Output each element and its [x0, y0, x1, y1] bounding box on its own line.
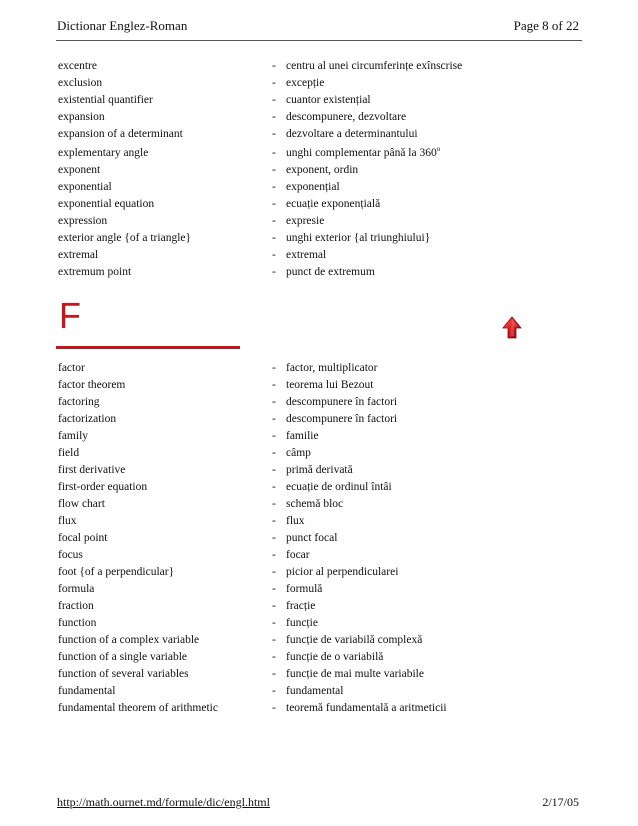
separator-dash: -	[272, 94, 276, 106]
romanian-translation	[286, 445, 311, 462]
english-term: first derivative	[58, 464, 126, 476]
entry-row	[58, 230, 578, 247]
section-underline	[56, 346, 240, 349]
english-term: first-order equation	[58, 481, 148, 493]
translation-text: descompunere, dezvoltare	[286, 111, 407, 123]
english-term: exclusion	[58, 77, 103, 89]
entry-row	[58, 598, 578, 615]
romanian-translation	[286, 126, 418, 143]
entry-row	[58, 632, 578, 649]
romanian-translation	[286, 75, 324, 92]
romanian-translation	[286, 581, 322, 598]
document-title: Dictionar Englez-Roman	[57, 18, 188, 33]
translation-text: factor, multiplicator	[286, 362, 378, 374]
romanian-translation	[286, 143, 440, 164]
separator-dash: -	[272, 181, 276, 193]
translation-text: funcție de mai multe variabile	[286, 668, 424, 680]
translation-text: fundamental	[286, 685, 344, 697]
english-term: focus	[58, 549, 83, 561]
entry-row	[58, 428, 578, 445]
english-term: function of a single variable	[58, 651, 188, 663]
separator-dash: -	[272, 566, 276, 578]
english-term: fundamental theorem of arithmetic	[58, 702, 218, 714]
separator-dash: -	[272, 498, 276, 510]
romanian-translation	[286, 247, 326, 264]
translation-text: exponent, ordin	[286, 164, 359, 176]
separator-dash: -	[272, 583, 276, 595]
translation-text: centru al unei circumferințe exînscrise	[286, 60, 463, 72]
entry-row	[58, 411, 578, 428]
romanian-translation	[286, 547, 310, 564]
separator-dash: -	[272, 198, 276, 210]
translation-text: extremal	[286, 249, 327, 261]
english-term: factoring	[58, 396, 100, 408]
up-arrow-graphic	[502, 316, 522, 340]
english-term: expansion	[58, 111, 105, 123]
english-term: excentre	[58, 60, 97, 72]
translation-text: descompunere în factori	[286, 396, 398, 408]
separator-dash: -	[272, 600, 276, 612]
romanian-translation	[286, 615, 318, 632]
entry-row	[58, 264, 578, 281]
entry-row	[58, 109, 578, 126]
entry-row	[58, 530, 578, 547]
entry-row	[58, 75, 578, 92]
section-letter-f: F	[59, 295, 81, 336]
english-term: focal point	[58, 532, 108, 544]
separator-dash: -	[272, 249, 276, 261]
entry-row	[58, 513, 578, 530]
entry-row	[58, 462, 578, 479]
separator-dash: -	[272, 413, 276, 425]
entry-row	[58, 394, 578, 411]
romanian-translation	[286, 179, 340, 196]
english-term: exponent	[58, 164, 101, 176]
separator-dash: -	[272, 77, 276, 89]
entry-row	[58, 143, 578, 162]
separator-dash: -	[272, 164, 276, 176]
entry-row	[58, 496, 578, 513]
romanian-translation	[286, 700, 447, 717]
english-term: function of several variables	[58, 668, 189, 680]
entry-row	[58, 162, 578, 179]
separator-dash: -	[272, 232, 276, 244]
up-arrow-icon[interactable]	[502, 316, 522, 340]
translation-text: focar	[286, 549, 310, 561]
print-date: 2/17/05	[542, 795, 579, 809]
english-term: extremum point	[58, 266, 132, 278]
translation-text: funcție	[286, 617, 318, 629]
entry-row	[58, 58, 578, 75]
separator-dash: -	[272, 396, 276, 408]
separator-dash: -	[272, 215, 276, 227]
entry-list-e	[58, 58, 578, 281]
english-term: fraction	[58, 600, 94, 612]
entry-row	[58, 213, 578, 230]
translation-text: punct focal	[286, 532, 338, 544]
english-term: explementary angle	[58, 147, 149, 159]
english-term: function	[58, 617, 97, 629]
translation-text: funcție de variabilă complexă	[286, 634, 423, 646]
translation-text: familie	[286, 430, 319, 442]
entry-row	[58, 360, 578, 377]
translation-text: flux	[286, 515, 305, 527]
translation-text: fracție	[286, 600, 316, 612]
translation-text: câmp	[286, 447, 311, 459]
english-term: expression	[58, 215, 108, 227]
romanian-translation	[286, 513, 305, 530]
translation-text: punct de extremum	[286, 266, 375, 278]
separator-dash: -	[272, 651, 276, 663]
separator-dash: -	[272, 266, 276, 278]
separator-dash: -	[272, 379, 276, 391]
english-term: exponential equation	[58, 198, 155, 210]
source-url-link[interactable]: http://math.ournet.md/formule/dic/engl.html	[57, 795, 270, 809]
translation-text: formulă	[286, 583, 323, 595]
english-term: field	[58, 447, 80, 459]
translation-text: dezvoltare a determinantului	[286, 128, 418, 140]
separator-dash: -	[272, 515, 276, 527]
separator-dash: -	[272, 532, 276, 544]
romanian-translation	[286, 196, 380, 213]
romanian-translation	[286, 530, 337, 547]
translation-text: expresie	[286, 215, 325, 227]
translation-text: picior al perpendicularei	[286, 566, 399, 578]
entry-row	[58, 196, 578, 213]
translation-text: primă derivată	[286, 464, 353, 476]
romanian-translation	[286, 428, 319, 445]
separator-dash: -	[272, 549, 276, 561]
separator-dash: -	[272, 617, 276, 629]
translation-text: ecuație de ordinul întâi	[286, 481, 392, 493]
english-term: flow chart	[58, 498, 105, 510]
romanian-translation	[286, 632, 422, 649]
romanian-translation	[286, 496, 343, 513]
separator-dash: -	[272, 481, 276, 493]
english-term: foot {of a perpendicular}	[58, 566, 175, 578]
separator-dash: -	[272, 60, 276, 72]
romanian-translation	[286, 666, 424, 683]
romanian-translation	[286, 411, 397, 428]
entry-list-f	[58, 360, 578, 717]
entry-row	[58, 666, 578, 683]
romanian-translation	[286, 377, 374, 394]
entry-row	[58, 615, 578, 632]
romanian-translation	[286, 109, 406, 126]
degree-superscript: o	[436, 145, 441, 153]
romanian-translation	[286, 394, 397, 411]
romanian-translation	[286, 92, 371, 109]
english-term: extremal	[58, 249, 99, 261]
entry-row	[58, 445, 578, 462]
separator-dash: -	[272, 668, 276, 680]
translation-text: ecuație exponențială	[286, 198, 381, 210]
romanian-translation	[286, 58, 462, 75]
romanian-translation	[286, 264, 375, 281]
header-divider	[56, 40, 582, 41]
romanian-translation	[286, 230, 430, 247]
english-term: family	[58, 430, 89, 442]
translation-text: cuantor existențial	[286, 94, 371, 106]
entry-row	[58, 700, 578, 717]
translation-text: unghi exterior {al triunghiului}	[286, 232, 431, 244]
entry-row	[58, 377, 578, 394]
english-term: factor	[58, 362, 85, 374]
romanian-translation	[286, 162, 358, 179]
separator-dash: -	[272, 147, 276, 159]
translation-text: descompunere în factori	[286, 413, 398, 425]
page-number: Page 8 of 22	[513, 18, 579, 33]
entry-row	[58, 126, 578, 143]
separator-dash: -	[272, 702, 276, 714]
separator-dash: -	[272, 634, 276, 646]
entry-row	[58, 479, 578, 496]
translation-text: excepție	[286, 77, 325, 89]
entry-row	[58, 564, 578, 581]
romanian-translation	[286, 462, 353, 479]
separator-dash: -	[272, 111, 276, 123]
entry-row	[58, 547, 578, 564]
romanian-translation	[286, 360, 378, 377]
translation-text: unghi complementar până la 360	[286, 147, 437, 159]
entry-row	[58, 581, 578, 598]
english-term: factor theorem	[58, 379, 126, 391]
english-term: expansion of a determinant	[58, 128, 183, 140]
separator-dash: -	[272, 430, 276, 442]
romanian-translation	[286, 683, 343, 700]
english-term: function of a complex variable	[58, 634, 200, 646]
translation-text: schemă bloc	[286, 498, 344, 510]
english-term: existential quantifier	[58, 94, 153, 106]
entry-row	[58, 247, 578, 264]
english-term: exponential	[58, 181, 112, 193]
english-term: formula	[58, 583, 95, 595]
translation-text: teorema lui Bezout	[286, 379, 374, 391]
entry-row	[58, 683, 578, 700]
separator-dash: -	[272, 362, 276, 374]
translation-text: teoremă fundamentală a aritmeticii	[286, 702, 447, 714]
romanian-translation	[286, 564, 398, 581]
entry-row	[58, 649, 578, 666]
separator-dash: -	[272, 464, 276, 476]
english-term: fundamental	[58, 685, 116, 697]
english-term: flux	[58, 515, 77, 527]
english-term: factorization	[58, 413, 117, 425]
translation-text: exponențial	[286, 181, 340, 193]
separator-dash: -	[272, 685, 276, 697]
entry-row	[58, 92, 578, 109]
separator-dash: -	[272, 128, 276, 140]
english-term: exterior angle {of a triangle}	[58, 232, 192, 244]
romanian-translation	[286, 649, 383, 666]
romanian-translation	[286, 213, 324, 230]
romanian-translation	[286, 598, 315, 615]
separator-dash: -	[272, 447, 276, 459]
translation-text: funcție de o variabilă	[286, 651, 384, 663]
entry-row	[58, 179, 578, 196]
romanian-translation	[286, 479, 392, 496]
